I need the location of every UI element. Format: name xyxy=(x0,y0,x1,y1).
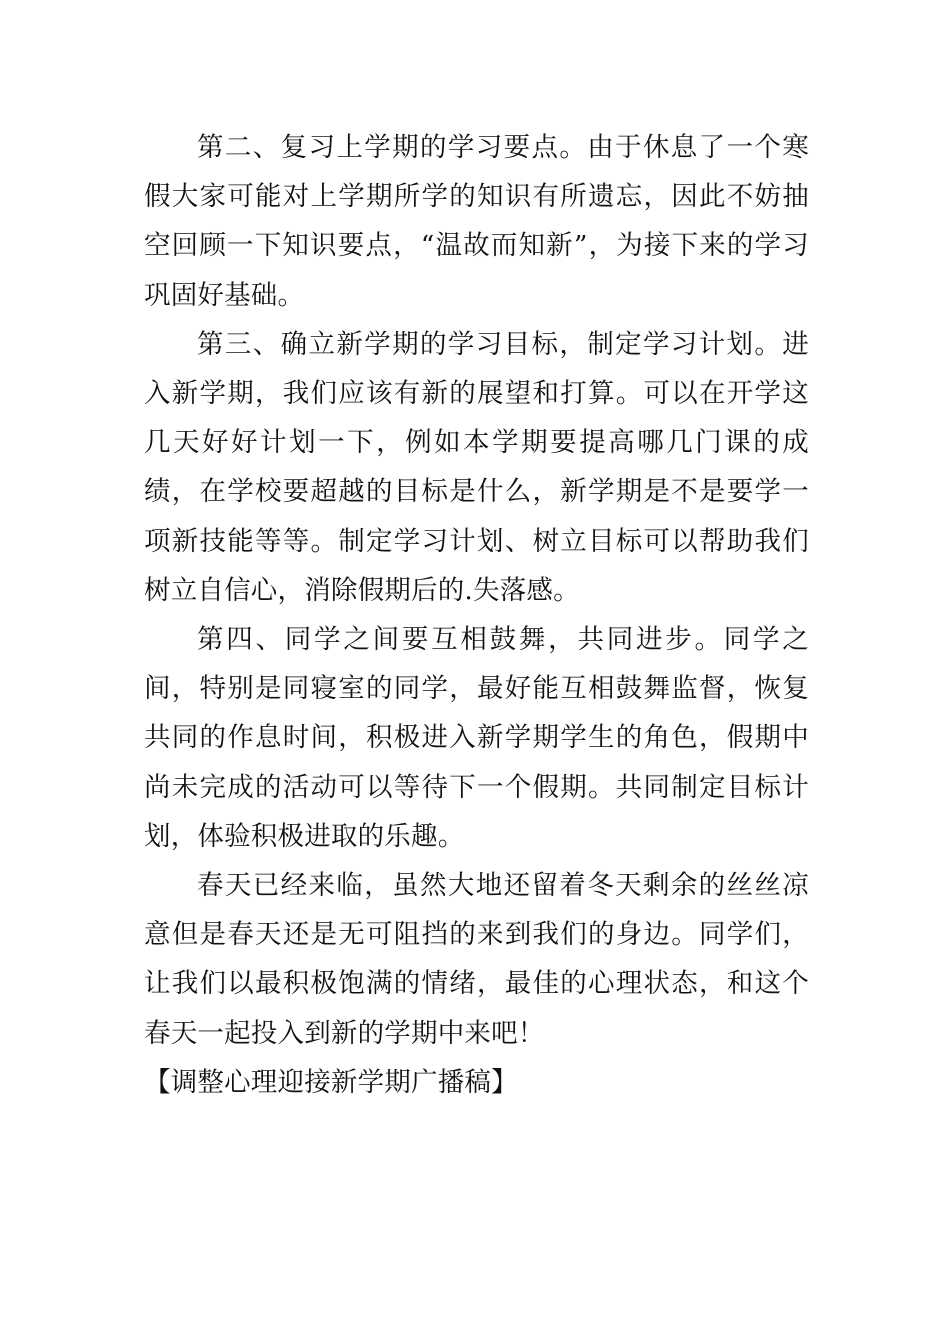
paragraph-review-points: 第二、复习上学期的学习要点。由于休息了一个寒假大家可能对上学期所学的知识有所遗忘，因此不妨抽空回顾一下知识要点，“温故而知新”，为接下来的学习巩固好基础。 xyxy=(144,132,809,311)
document-footer-title: 【调整心理迎接新学期广播稿】 xyxy=(144,1066,518,1098)
paragraph-spring-closing: 春天已经来临，虽然大地还留着冬天剩余的丝丝凉意但是春天还是无可阻挡的来到我们的身边。同学们，让我们以最积极饱满的情绪，最佳的心理状态，和这个春天一起投入到新的学期中来吧！ xyxy=(144,870,809,1049)
document-body xyxy=(144,123,809,1107)
paragraph-study-goals: 第三、确立新学期的学习目标，制定学习计划。进入新学期，我们应该有新的展望和打算。可以在开学这几天好好计划一下，例如本学期要提高哪几门课的成绩，在学校要超越的目标是什么，新学期是不是要学一项新技能等等。制定学习计划、树立目标可以帮助我们树立自信心，消除假期后的.失落感。 xyxy=(144,328,809,606)
paragraph-mutual-encouragement: 第四、同学之间要互相鼓舞，共同进步。同学之间，特别是同寝室的同学，最好能互相鼓舞监督，恢复共同的作息时间，积极进入新学期学生的角色，假期中尚未完成的活动可以等待下一个假期。共同制定目标计划，体验积极进取的乐趣。 xyxy=(144,624,809,852)
